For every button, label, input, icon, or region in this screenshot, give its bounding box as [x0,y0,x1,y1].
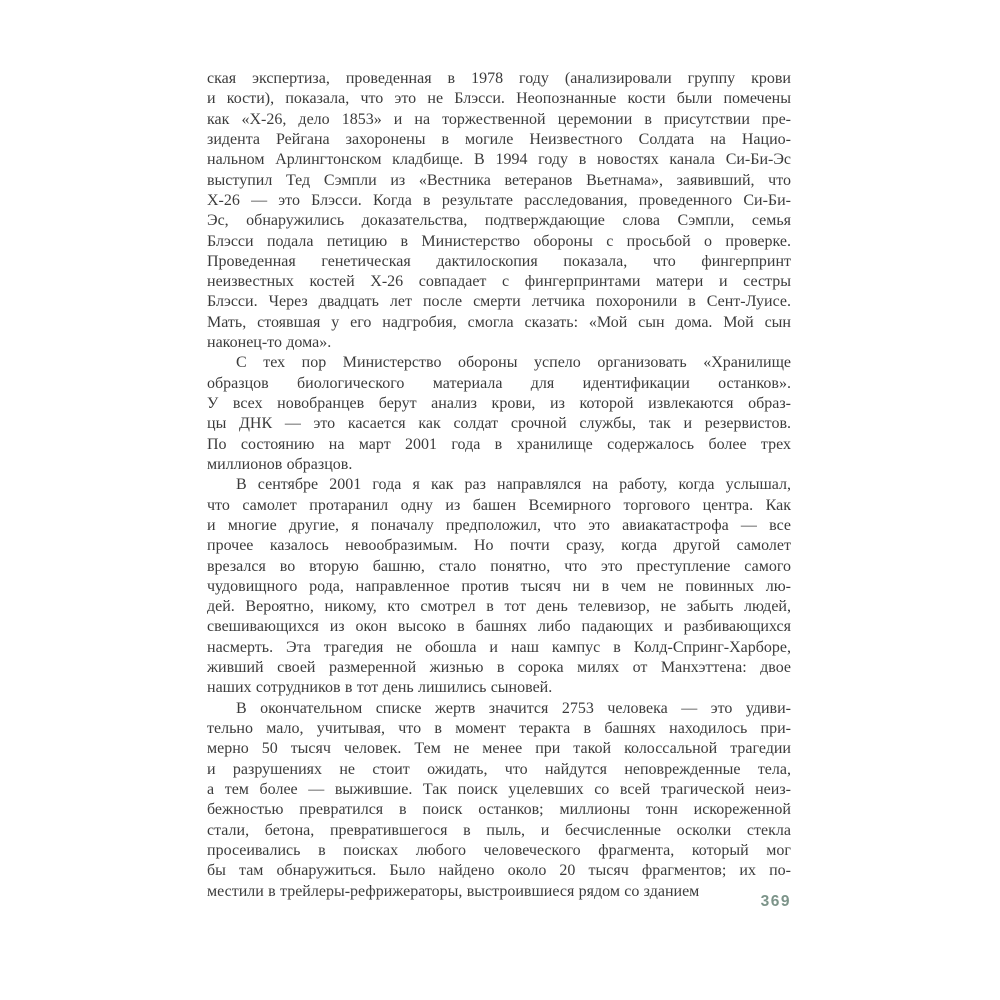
text-line: По состоянию на март 2001 года в хранилище содержалось более трех [207,435,791,453]
text-line: С тех пор Министерство обороны успело организовать «Хранилище [236,354,791,372]
text-line: выступил Тед Сэмпли из «Вестника ветеранов Вьетнама», заявивший, что [207,171,791,189]
text-line: зидента Рейгана захоронены в могиле Неизвестного Солдата на Нацио- [207,130,791,148]
text-line: Блэсси подала петицию в Министерство обороны с просьбой о проверке. [207,232,791,250]
text-line: дей. Вероятно, никому, кто смотрел в тот день телевизор, не забыть людей, [207,598,791,616]
text-line: свешивающихся из окон высоко в башнях либо падающих и разбивающихся [207,618,791,636]
text-line: наших сотрудников в тот день лишились сыновей. [207,679,553,697]
text-line: В окончательном списке жертв значится 2753 человека — это удиви- [236,699,791,717]
text-line: чудовищного рода, направленное против тысяч ни в чем не повинных лю- [207,577,791,595]
text-line: бежностью превратился в поиск останков; миллионы тонн искореженной [207,801,791,819]
text-line: мерно 50 тысяч человек. Тем не менее при такой колоссальной трагедии [207,740,791,758]
body-text [207,69,791,902]
text-line: живший своей размеренной жизнью в сорока милях от Манхэттена: двое [207,659,791,677]
text-line: миллионов образцов. [207,455,353,473]
text-line: У всех новобранцев берут анализ крови, из которой извлекаются образ- [207,395,791,412]
text-line: Мать, стоявшая у его надгробия, смогла сказать: «Мой сын дома. Мой сын [207,313,791,331]
text-line: В сентябре 2001 года я как раз направлялся на работу, когда услышал, [236,476,791,494]
text-line: Х-26 — это Блэсси. Когда в результате расследования, проведенного Си-Би- [207,191,791,209]
text-line: Блэсси. Через двадцать лет после смерти летчика похоронили в Сент-Луисе. [207,293,791,311]
text-line: нальном Арлингтонском кладбище. В 1994 году в новостях канала Си-Би-Эс [207,151,791,169]
text-line: тельно мало, учитывая, что в момент теракта в башнях находилось при- [207,720,791,737]
text-line: ская экспертиза, проведенная в 1978 году (анализировали группу крови [207,70,791,87]
text-line: насмерть. Эта трагедия не обошла и наш кампус в Колд-Спринг-Харборе, [207,638,791,656]
text-line: местили в трейлеры-рефрижераторы, выстроившиеся рядом со зданием [207,882,700,900]
text-line: что самолет протаранил одну из башен Всемирного торгового центра. Как [207,496,791,514]
text-line: прочее казалось невообразимым. Но почти сразу, когда другой самолет [207,537,791,555]
text-line: а тем более — выжившие. Так поиск уцелевших со всей трагической неиз- [207,780,791,798]
text-line: цы ДНК — это касается как солдат срочной службы, так и резервистов. [207,415,791,433]
text-line: стали, бетона, превратившегося в пыль, и бесчисленные осколки стекла [207,821,791,839]
text-line: и многие другие, я поначалу предположил, что это авиакатастрофа — все [207,516,791,534]
text-line: Проведенная генетическая дактилоскопия показала, что фингерпринт [207,252,791,270]
text-line: бы там обнаружиться. Было найдено около 20 тысяч фрагментов; их по- [207,862,791,880]
text-line: врезался во вторую башню, стало понятно, что это преступление самого [207,557,791,575]
text-line: и кости), показала, что это не Блэсси. Неопознанные кости были помечены [207,90,791,108]
text-line: неизвестных костей Х-26 совпадает с фингерпринтами матери и сестры [207,273,791,291]
text-line: и разрушениях не стоит ожидать, что найдутся неповрежденные тела, [207,760,791,778]
page-number: 369 [760,893,791,910]
text-line: Эс, обнаружились доказательства, подтверждающие слова Сэмпли, семья [207,212,791,230]
text-line: как «Х-26, дело 1853» и на торжественной церемонии в присутствии пре- [207,110,791,128]
text-line: образцов биологического материала для идентификации останков». [207,374,791,392]
text-line: просеивались в поисках любого человеческого фрагмента, который мог [207,841,791,859]
text-line: наконец-то дома». [207,334,332,352]
